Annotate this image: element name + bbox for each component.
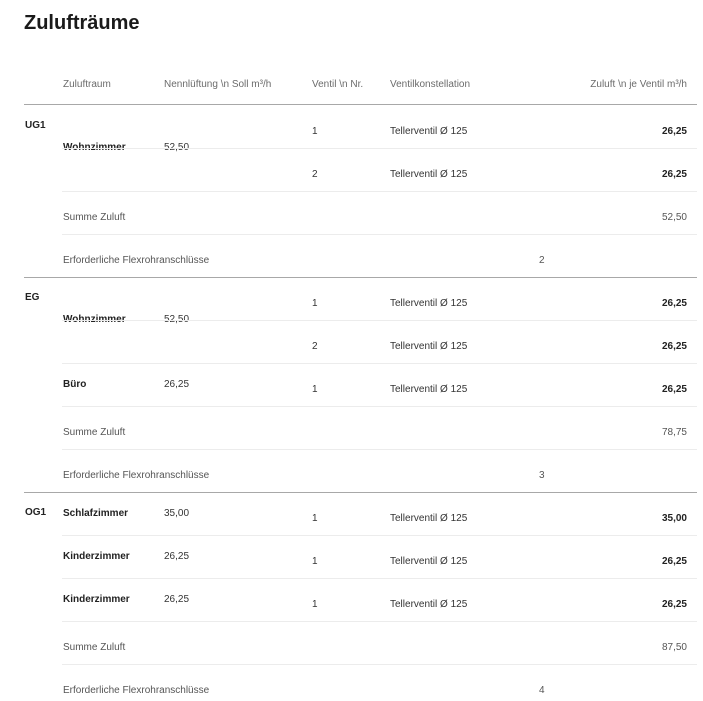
valve-zuluft: 26,25 (661, 556, 687, 567)
table-row-divider (62, 363, 697, 364)
valve-zuluft: 26,25 (661, 169, 687, 180)
valve-nr: 1 (312, 298, 318, 309)
room-soll-value: 52,50 (164, 314, 190, 325)
summe-zuluft-label: Summe Zuluft (63, 427, 126, 438)
valve-nr: 1 (312, 126, 318, 137)
header-zuluftraum: Zuluftraum (63, 79, 111, 90)
valve-nr: 1 (312, 599, 318, 610)
table-row-divider (62, 449, 697, 450)
valve-zuluft: 26,25 (661, 384, 687, 395)
room-name: Kinderzimmer (63, 550, 130, 562)
valve-type: Tellerventil Ø 125 (390, 556, 468, 567)
valve-type: Tellerventil Ø 125 (390, 599, 468, 610)
room-soll-value: 52,50 (164, 142, 190, 153)
summe-zuluft-label: Summe Zuluft (63, 642, 126, 653)
summe-zuluft-value: 87,50 (661, 642, 687, 653)
valve-nr: 2 (312, 169, 318, 180)
table-row-divider (62, 621, 697, 622)
room-name: Wohnzimmer (63, 142, 126, 153)
header-ventil-nr: Ventil \n Nr. (312, 79, 364, 90)
valve-type: Tellerventil Ø 125 (390, 341, 468, 352)
valve-type: Tellerventil Ø 125 (390, 384, 468, 395)
group-divider (24, 277, 697, 278)
floor-label: UG1 (25, 120, 46, 131)
floor-label: OG1 (25, 507, 47, 518)
valve-row-divider (62, 148, 697, 149)
flexrohr-count: 4 (539, 685, 545, 696)
valve-nr: 1 (312, 384, 318, 395)
floor-label: EG (25, 292, 40, 303)
room-name: Schlafzimmer (63, 507, 129, 519)
valve-zuluft: 35,00 (661, 513, 687, 524)
room-soll-value: 26,25 (164, 550, 190, 562)
flexrohr-label: Erforderliche Flexrohranschlüsse (63, 255, 210, 266)
valve-row-divider (62, 320, 697, 321)
room-name: Büro (63, 378, 87, 390)
flexrohr-label: Erforderliche Flexrohranschlüsse (63, 470, 210, 481)
valve-zuluft: 26,25 (661, 341, 687, 352)
room-soll-value: 26,25 (164, 593, 190, 605)
flexrohr-count: 3 (539, 470, 545, 481)
valve-type: Tellerventil Ø 125 (390, 126, 468, 137)
group-divider (24, 492, 697, 493)
valve-zuluft: 26,25 (661, 298, 687, 309)
flexrohr-count: 2 (539, 255, 545, 266)
room-soll-value: 26,25 (164, 378, 190, 390)
table-row-divider (62, 535, 697, 536)
valve-nr: 1 (312, 556, 318, 567)
header-zuluft-je-ventil: Zuluft \n je Ventil m³/h (590, 79, 687, 90)
valve-type: Tellerventil Ø 125 (390, 298, 468, 309)
summe-zuluft-value: 78,75 (661, 427, 687, 438)
header-nennlueftung: Nennlüftung \n Soll m³/h (164, 79, 272, 90)
flexrohr-label: Erforderliche Flexrohranschlüsse (63, 685, 210, 696)
table-row-divider (62, 664, 697, 665)
page-title: Zulufträume (24, 12, 140, 34)
valve-type: Tellerventil Ø 125 (390, 169, 468, 180)
room-soll-value: 35,00 (164, 507, 190, 519)
table-row-divider (62, 234, 697, 235)
header-ventilkonstellation: Ventilkonstellation (390, 79, 471, 90)
room-name: Kinderzimmer (63, 593, 130, 605)
valve-nr: 2 (312, 341, 318, 352)
valve-zuluft: 26,25 (661, 126, 687, 137)
table-row-divider (62, 406, 697, 407)
room-name: Wohnzimmer (63, 314, 126, 325)
summe-zuluft-value: 52,50 (661, 212, 687, 223)
table-row-divider (62, 578, 697, 579)
valve-nr: 1 (312, 513, 318, 524)
summe-zuluft-label: Summe Zuluft (63, 212, 126, 223)
table-row-divider (62, 191, 697, 192)
valve-type: Tellerventil Ø 125 (390, 513, 468, 524)
valve-zuluft: 26,25 (661, 599, 687, 610)
header-divider (24, 104, 697, 105)
